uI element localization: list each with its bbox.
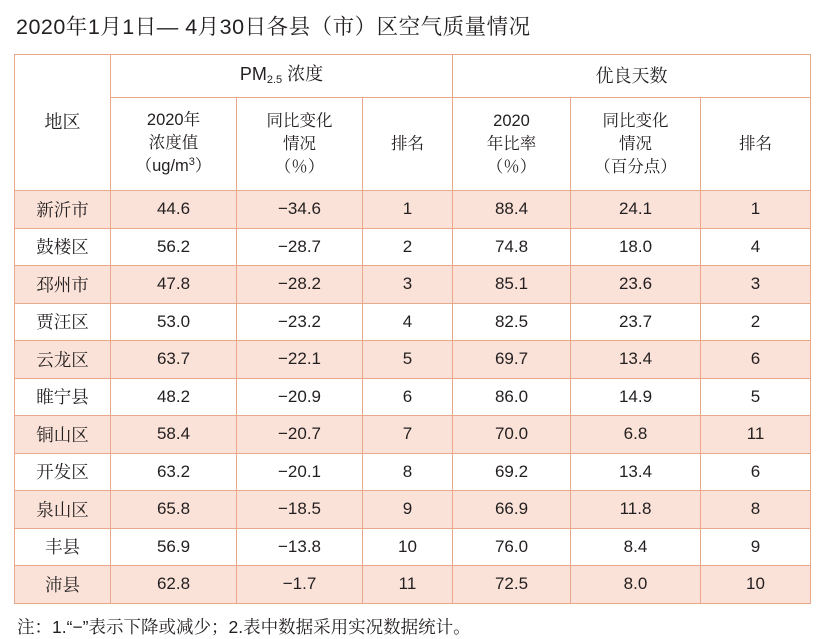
cell-good-change: 24.1 [571,191,701,229]
good-rate-line1: 2020 [493,111,530,130]
air-quality-table [14,54,811,604]
unit-close: ） [194,156,212,175]
table-row [15,303,811,341]
cell-region: 丰县 [15,528,111,566]
cell-pm25-value: 65.8 [111,491,237,529]
cell-pm25-change: −34.6 [237,191,363,229]
cell-pm25-value: 48.2 [111,378,237,416]
cell-good-rank: 9 [701,528,811,566]
table-row [15,528,811,566]
good-change-line3: （百分点） [594,157,677,176]
pm25-change-line3: （％） [274,157,325,176]
cell-good-rank: 4 [701,228,811,266]
cell-pm25-change: −1.7 [237,566,363,604]
cell-pm25-change: −23.2 [237,303,363,341]
unit-exponent: 3 [188,155,195,168]
cell-good-rate: 86.0 [453,378,571,416]
table-row [15,453,811,491]
table-note: 注：1.“−”表示下降或减少；2.表中数据采用实况数据统计。 [17,616,471,637]
cell-good-rank: 8 [701,491,811,529]
pm25-change-line2: 情况 [283,134,316,153]
pm25-value-line2: 浓度值 [148,133,199,152]
cell-pm25-change: −22.1 [237,341,363,379]
cell-pm25-rank: 5 [363,341,453,379]
cell-good-rank: 2 [701,303,811,341]
cell-pm25-value: 58.4 [111,416,237,454]
cell-region: 鼓楼区 [15,228,111,266]
cell-pm25-rank: 11 [363,566,453,604]
good-change-line2: 情况 [619,134,652,153]
table-header-row-subs [15,98,811,191]
cell-pm25-rank: 7 [363,416,453,454]
cell-good-change: 6.8 [571,416,701,454]
cell-pm25-rank: 2 [363,228,453,266]
column-header-pm25-change [237,98,363,191]
cell-pm25-change: −28.2 [237,266,363,304]
column-header-good-rank: 排名 [701,98,811,191]
good-rate-line2: 年比率 [486,134,537,153]
cell-pm25-rank: 9 [363,491,453,529]
column-header-pm25-value [111,98,237,191]
column-header-good-rate [453,98,571,191]
cell-pm25-value: 47.8 [111,266,237,304]
pm25-change-line1: 同比变化 [266,111,333,130]
cell-pm25-value: 63.2 [111,453,237,491]
cell-good-change: 14.9 [571,378,701,416]
cell-good-change: 18.0 [571,228,701,266]
cell-good-rank: 10 [701,566,811,604]
cell-good-rank: 6 [701,341,811,379]
cell-pm25-rank: 3 [363,266,453,304]
column-group-header-good-days: 优良天数 [453,55,811,98]
pm25-value-line1: 2020年 [146,110,201,129]
cell-region: 泉山区 [15,491,111,529]
cell-good-change: 8.4 [571,528,701,566]
cell-good-rate: 70.0 [453,416,571,454]
cell-region: 睢宁县 [15,378,111,416]
pm25-value-line3 [113,155,234,180]
pm25-label-main: PM [239,64,267,84]
cell-pm25-change: −20.7 [237,416,363,454]
cell-good-rate: 66.9 [453,491,571,529]
cell-pm25-value: 56.2 [111,228,237,266]
cell-region: 云龙区 [15,341,111,379]
table-body [15,191,811,604]
column-header-pm25-rank: 排名 [363,98,453,191]
cell-good-rate: 88.4 [453,191,571,229]
cell-pm25-change: −28.7 [237,228,363,266]
cell-region: 开发区 [15,453,111,491]
cell-pm25-rank: 1 [363,191,453,229]
cell-good-rank: 11 [701,416,811,454]
cell-good-rank: 3 [701,266,811,304]
cell-pm25-change: −20.9 [237,378,363,416]
pm25-label-tail: 浓度 [282,64,324,84]
table-row [15,341,811,379]
cell-good-rate: 85.1 [453,266,571,304]
cell-pm25-rank: 10 [363,528,453,566]
cell-good-change: 13.4 [571,453,701,491]
cell-good-rate: 74.8 [453,228,571,266]
cell-pm25-value: 53.0 [111,303,237,341]
cell-good-rate: 69.7 [453,341,571,379]
cell-region: 邳州市 [15,266,111,304]
cell-good-change: 8.0 [571,566,701,604]
cell-pm25-change: −18.5 [237,491,363,529]
table-row [15,416,811,454]
cell-pm25-value: 62.8 [111,566,237,604]
cell-good-rank: 5 [701,378,811,416]
table-header [15,55,811,191]
column-group-header-pm25 [111,55,453,98]
cell-good-rate: 69.2 [453,453,571,491]
good-change-line1: 同比变化 [602,111,669,130]
cell-region: 新沂市 [15,191,111,229]
cell-region: 沛县 [15,566,111,604]
cell-pm25-change: −13.8 [237,528,363,566]
cell-pm25-value: 44.6 [111,191,237,229]
cell-good-rate: 82.5 [453,303,571,341]
column-header-good-change [571,98,701,191]
cell-region: 贾汪区 [15,303,111,341]
cell-good-rank: 1 [701,191,811,229]
cell-good-rate: 76.0 [453,528,571,566]
table-header-row-groups [15,55,811,98]
table-row [15,228,811,266]
table-row [15,266,811,304]
cell-pm25-value: 56.9 [111,528,237,566]
cell-good-rate: 72.5 [453,566,571,604]
pm25-label-subscript: 2.5 [266,74,283,86]
cell-good-change: 11.8 [571,491,701,529]
cell-pm25-value: 63.7 [111,341,237,379]
cell-pm25-rank: 4 [363,303,453,341]
cell-good-change: 23.6 [571,266,701,304]
table-row [15,566,811,604]
cell-good-change: 13.4 [571,341,701,379]
cell-good-change: 23.7 [571,303,701,341]
table-row [15,191,811,229]
column-header-region: 地区 [15,55,111,191]
table-row [15,491,811,529]
unit-open: （ug/m [135,156,189,175]
page-title: 2020年1月1日— 4月30日各县（市）区空气质量情况 [16,15,531,39]
cell-pm25-rank: 6 [363,378,453,416]
table-row [15,378,811,416]
cell-good-rank: 6 [701,453,811,491]
good-rate-line3: （％） [486,157,537,176]
cell-pm25-change: −20.1 [237,453,363,491]
cell-pm25-rank: 8 [363,453,453,491]
cell-region: 铜山区 [15,416,111,454]
